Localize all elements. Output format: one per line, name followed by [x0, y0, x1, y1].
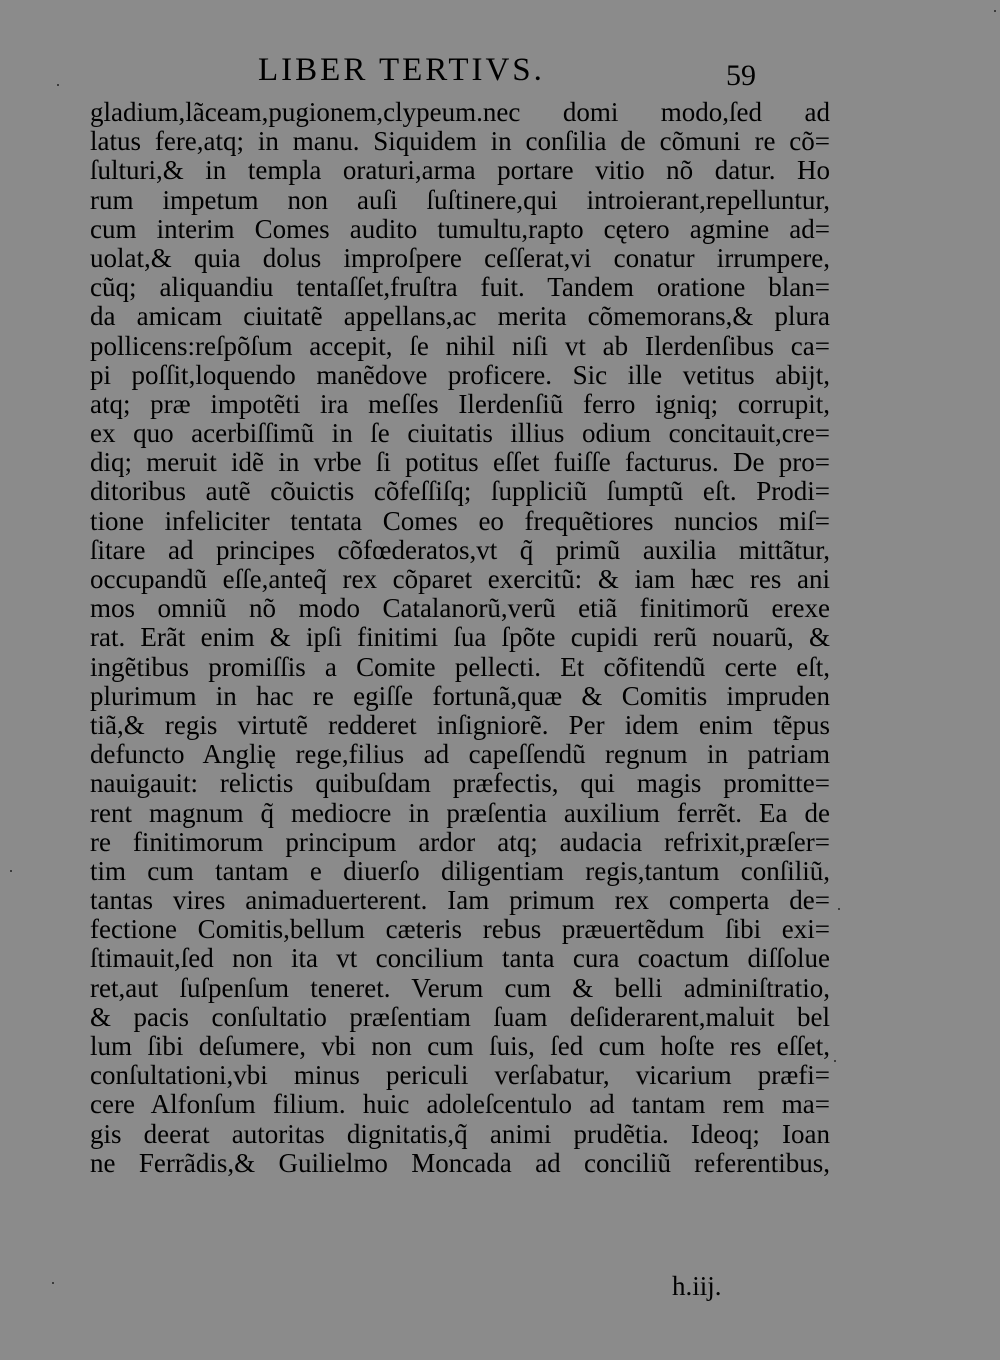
text-line: & pacis conſultatio præſentiam ſuam deſiderarent,maluit bel [90, 1002, 830, 1032]
text-line: rat. Erãt enim & ipſi finitimi ſua ſpõte cupidi rerũ nouarũ, & [90, 623, 830, 653]
text-line: cere Alfonſum filium. huic adoleſcentulo ad tantam rem ma= [90, 1090, 830, 1120]
page-number: 59 [726, 59, 756, 92]
text-line: occupandũ eſſe,anteq̃ rex cõparet exercitũ: & iam hæc res ani [90, 565, 830, 594]
text-line: lum ſibi deſumere, vbi non cum ſuis, ſed cum hoſte res eſſet, [90, 1032, 830, 1061]
paper-speck [52, 1282, 54, 1284]
text-line: ditoribus autẽ cõuictis cõfeſſiſq; ſuppliciũ ſumptũ eſt. Prodi= [90, 477, 830, 507]
text-line: atq; præ impotẽti ira meſſes Ilerdenſiũ ferro igniq; corrupit, [90, 389, 830, 419]
paper-speck [838, 908, 840, 910]
text-line: da amicam ciuitatẽ appellans,ac merita cõmemorans,& plura [90, 302, 830, 332]
text-line: uolat,& quia dolus improſpere ceſſerat,vi conatur irrumpere, [90, 243, 830, 273]
text-line: tiã,& regis virtutẽ redderet inſigniorẽ. Per idem enim tẽpus [90, 710, 830, 740]
text-line: re finitimorum principum ardor atq; audacia refrixit,præſer= [90, 827, 830, 857]
text-line: mos omniũ nõ modo Catalanorũ,verũ etiã finitimorũ erexe [90, 594, 830, 624]
paper-speck [834, 1060, 836, 1062]
text-line: cũq; aliquandiu tentaſſet,fruſtra fuit. Tandem oratione blan= [90, 273, 830, 303]
text-line: gis deerat autoritas dignitatis,q̃ animi prudẽtia. Ideoq; Ioan [90, 1119, 830, 1149]
body-text [90, 98, 830, 1178]
text-line: gladium,lãceam,pugionem,clypeum.nec domi modo,ſed ad [90, 98, 830, 127]
paper-speck [57, 84, 59, 86]
text-line: tim cum tantam e diuerſo diligentiam regis,tantum conſiliũ, [90, 856, 830, 886]
text-line: ret,aut ſuſpenſum teneret. Verum cum & belli adminiſtratio, [90, 973, 830, 1003]
running-title: LIBER TERTIVS. [258, 52, 545, 88]
text-line: conſultationi,vbi minus periculi verſabatur, vicarium præfi= [90, 1061, 830, 1091]
text-line: latus fere,atq; in manu. Siquidem in conſilia de cõmuni re cõ= [90, 127, 830, 157]
text-line: nauigauit: relictis quibuſdam præfectis, qui magis promitte= [90, 769, 830, 799]
text-line: ſulturi,& in templa oraturi,arma portare vitio nõ datur. Ho [90, 156, 830, 186]
text-line: cum interim Comes audito tumultu,rapto cętero agmine ad= [90, 214, 830, 244]
paper-speck [994, 10, 996, 12]
text-line: ne Ferrãdis,& Guilielmo Moncada ad conciliũ referentibus, [90, 1148, 830, 1178]
paper-speck [10, 870, 12, 872]
text-line: diq; meruit idẽ in vrbe ſi potitus eſſet fuiſſe facturus. De pro= [90, 448, 830, 478]
text-line: ſitare ad principes cõfœderatos,vt q̃ primũ auxilia mittãtur, [90, 535, 830, 565]
text-line: pollicens:reſpõſum accepit, ſe nihil niſi vt ab Ilerdenſibus ca= [90, 331, 830, 361]
text-line: ſtimauit,ſed non ita vt concilium tanta cura coactum diſſolue [90, 944, 830, 974]
signature-mark: h.iij. [672, 1271, 722, 1301]
text-line: ex quo acerbiſſimũ in ſe ciuitatis illius odium concitauit,cre= [90, 419, 830, 449]
text-line: tantas vires animaduerterent. Iam primum rex comperta de= [90, 886, 830, 916]
text-line: defuncto Anglię rege,filius ad capeſſendũ regnum in patriam [90, 740, 830, 770]
text-line: rent magnum q̃ mediocre in præſentia auxilium ferrẽt. Ea de [90, 798, 830, 828]
text-line: tione infeliciter tentata Comes eo frequẽtiores nuncios miſ= [90, 506, 830, 536]
text-line: pi poſſit,loquendo manẽdove proficere. Sic ille vetitus abijt, [90, 360, 830, 390]
text-line: plurimum in hac re egiſſe fortunã,quæ & Comitis impruden [90, 681, 830, 711]
text-line: ingẽtibus promiſſis a Comite pellecti. Et cõfitendũ certe eſt, [90, 652, 830, 682]
text-line: rum impetum non auſi ſuſtinere,qui introierant,repelluntur, [90, 185, 830, 215]
text-line: fectione Comitis,bellum cæteris rebus præuertẽdum ſibi exi= [90, 915, 830, 945]
